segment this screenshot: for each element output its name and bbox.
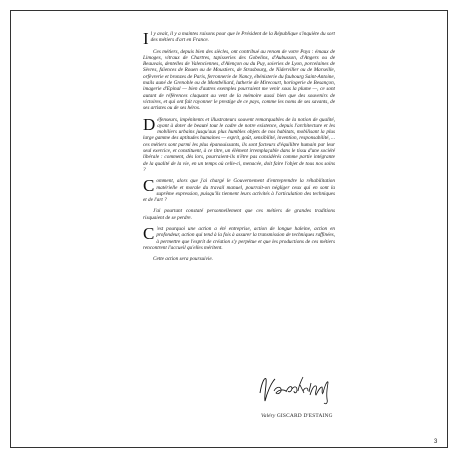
paragraph-action bbox=[143, 226, 335, 251]
page-number: 3 bbox=[434, 439, 438, 445]
paragraph-defenders bbox=[143, 114, 335, 174]
document-page bbox=[10, 10, 448, 448]
paragraph-text: l y avait, il y a maintes raisons pour que le Président de la République s'inquiète du sort des métiers d'art en France. bbox=[150, 31, 335, 44]
paragraph-text: éfenseurs, impénitents et illustrateurs souvent remarquables de la notion de qualité, ayant à doter de beauté tout le cadre de notre existence, depuis l'architecture et les mobiliers urbains jusqu'aux plus humbles objets de nos habitats, mobilisant la plus large gamme des aptitudes humaines — esprit, goût, sensibilité, invention, responsabilité, ... ces métiers sont parmi les plus épanouissants, ils sont facteurs d'équilibre humain par leur seul exercice, et constituent, à ce titre, un élément irremplaçable dans le tissu d'une société libérale : comment, dès lors, pourraient-ils n'être pas considérés comme partie intégrante de la qualité de la vie, en un temps où celle-ci, menacée, doit faire l'objet de tous nos soins ? bbox=[143, 116, 335, 173]
paragraph-observation bbox=[143, 208, 335, 221]
paragraph-text: J'ai pourtant constaté personnellement que ces métiers de grandes traditions risquaient de se perdre. bbox=[143, 208, 335, 221]
paragraph-intro bbox=[143, 29, 335, 48]
paragraph-text: Ces métiers, depuis bien des siècles, ont contribué au renom de votre Pays : émaux de Limoges, vitraux de Chartres, tapisseries des Gobelins, d'Aubusson, d'Angers ou de Beauvais, dentelles de Valenciennes, d'Alençon ou du Puy, soieries de Lyon, porcelaines de Sèvres, faïences de Rouen ou de Moustiers, de Strasbourg, de Niderviller ou de Marseille, orfèvrerie et bronzes de Paris, ferronnerie de Nancy, ébénisterie du faubourg Saint-Antoine, mails auné de Grenoble ou de Montbéliard, lutherie de Mirecourt, horlogerie de Besançon, imagerie d'Epinal — bien d'autres exemples pourraient me venir sous la plume —, ce sont autant de références claquant au vent de la mémoire aussi bien que des souvenirs de victoires, et qui ont fait rayonner le prestige de ce pays, comme les noms de ses savants, de ses artistes ou de ses héros. bbox=[143, 48, 335, 112]
signature-graphic bbox=[256, 371, 336, 407]
paragraph-text: 'est pourquoi une action a été entreprise, action de longue haleine, action en profondeur, action qui tend à la fois à assurer la transmission de techniques raffinées, à permettre que l'esprit de création s'y perpétue et que les productions de ces métiers rencontrent l'accueil qu'elles méritent. bbox=[143, 226, 335, 251]
signer-name bbox=[261, 413, 371, 419]
drop-cap: D bbox=[143, 114, 156, 134]
signer-last-name: GISCARD D'ESTAING bbox=[276, 413, 333, 419]
letter-body bbox=[143, 31, 335, 263]
drop-cap: C bbox=[143, 224, 155, 244]
drop-cap: I bbox=[143, 29, 149, 48]
handwritten-signature bbox=[256, 371, 336, 407]
closing-line: Cette action sera poursuivie. bbox=[153, 256, 213, 263]
drop-cap: C bbox=[143, 176, 155, 196]
paragraph-government bbox=[143, 178, 335, 203]
paragraph-text: omment, alors que j'ai chargé le Gouvernement d'entreprendre la réhabilitation matérielle et morale du travail manuel, pourrait-on négliger ceux qui en sont la suprême expression, puisqu'ils tiennent leurs activités à l'articulation des techniques et de l'art ? bbox=[143, 178, 335, 204]
paragraph-crafts bbox=[143, 49, 335, 112]
signer-first-name: Valéry bbox=[261, 413, 276, 419]
